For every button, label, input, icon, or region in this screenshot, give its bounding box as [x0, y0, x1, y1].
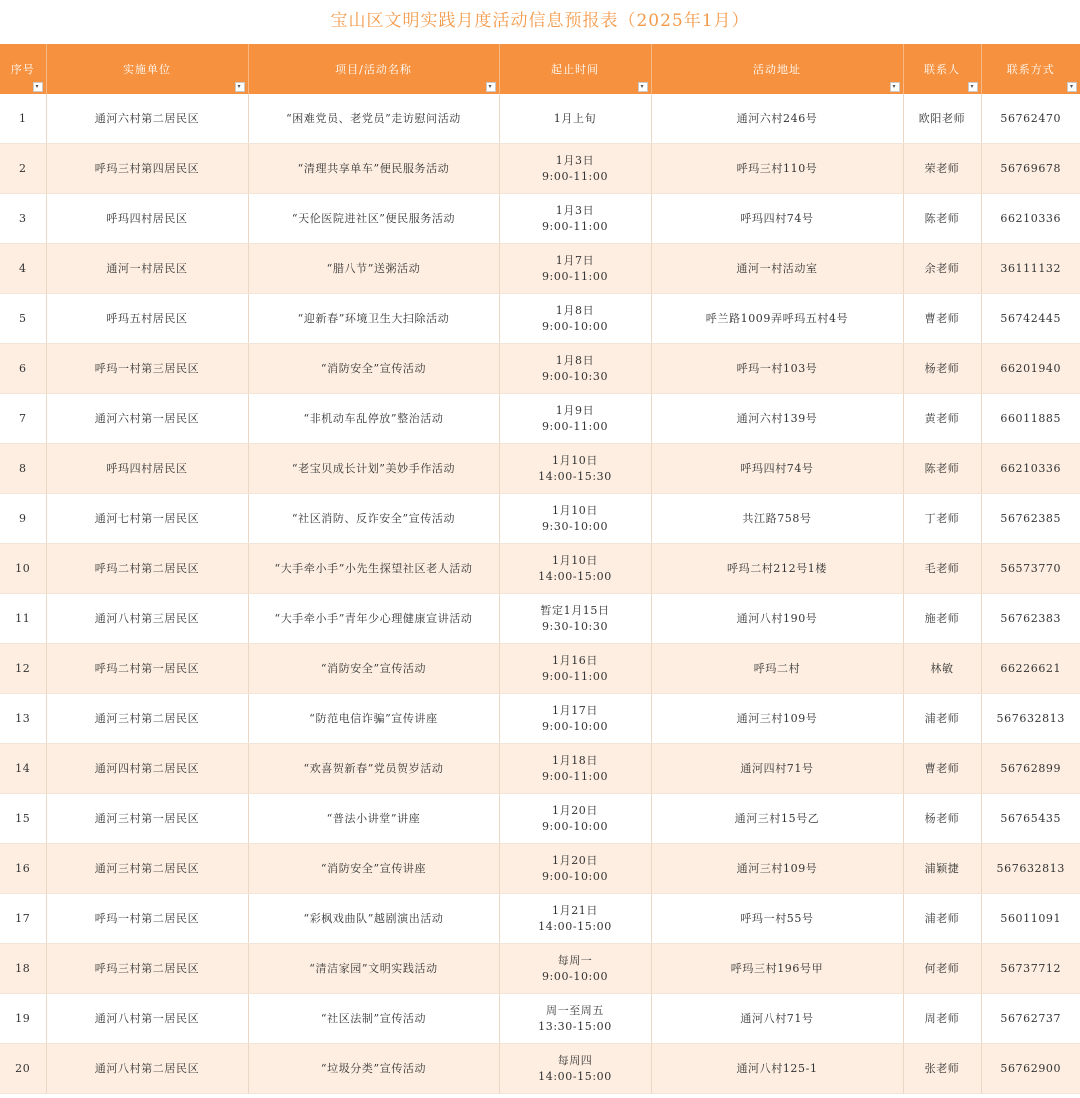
time-range: 9:00-11:00 [541, 669, 609, 683]
cell-address: 通河八村71号 [651, 994, 903, 1044]
time-date: 1月17日 [552, 703, 598, 717]
time-range: 9:00-11:00 [541, 169, 609, 183]
time-date: 1月8日 [555, 353, 595, 367]
cell-activity-name: “非机动车乱停放”整治活动 [248, 394, 499, 444]
cell-time [499, 94, 651, 144]
cell-unit: 呼玛二村第二居民区 [46, 544, 248, 594]
cell-no: 10 [0, 544, 46, 594]
cell-address: 呼玛三村110号 [651, 144, 903, 194]
time-range: 9:00-10:00 [541, 819, 609, 833]
filter-dropdown-icon[interactable]: ▾ [968, 82, 978, 92]
time-range: 9:30-10:30 [541, 619, 609, 633]
cell-address: 通河六村139号 [651, 394, 903, 444]
cell-no: 8 [0, 444, 46, 494]
cell-time [499, 644, 651, 694]
cell-unit: 呼玛一村第三居民区 [46, 344, 248, 394]
filter-dropdown-icon[interactable]: ▾ [33, 82, 43, 92]
cell-unit: 通河七村第一居民区 [46, 494, 248, 544]
cell-time [499, 244, 651, 294]
cell-phone: 56762737 [981, 994, 1080, 1044]
cell-activity-name: “消防安全”宣传活动 [248, 344, 499, 394]
cell-unit: 呼玛四村居民区 [46, 194, 248, 244]
header-label: 联系人 [924, 63, 960, 76]
time-date: 1月3日 [555, 153, 595, 167]
cell-phone: 66226621 [981, 644, 1080, 694]
cell-phone: 567632813 [981, 694, 1080, 744]
table-row [0, 544, 1080, 594]
time-date: 1月10日 [552, 553, 598, 567]
time-date: 1月10日 [552, 503, 598, 517]
time-range: 9:00-11:00 [541, 219, 609, 233]
page-title: 宝山区文明实践月度活动信息预报表（2025年1月） [330, 11, 750, 31]
cell-address: 通河八村125-1 [651, 1044, 903, 1094]
cell-address: 呼玛二村 [651, 644, 903, 694]
cell-time [499, 994, 651, 1044]
cell-phone: 56765435 [981, 794, 1080, 844]
cell-contact: 陈老师 [903, 194, 981, 244]
cell-no: 3 [0, 194, 46, 244]
time-date: 1月16日 [552, 653, 598, 667]
cell-address: 通河三村109号 [651, 844, 903, 894]
header-label: 序号 [10, 63, 35, 76]
cell-address: 呼玛四村74号 [651, 444, 903, 494]
time-date: 1月8日 [555, 303, 595, 317]
time-date: 暂定1月15日 [540, 603, 610, 617]
cell-address: 呼玛三村196号甲 [651, 944, 903, 994]
time-date: 1月18日 [552, 753, 598, 767]
cell-no: 12 [0, 644, 46, 694]
cell-time [499, 944, 651, 994]
header-phone [981, 44, 1080, 94]
cell-activity-name: “消防安全”宣传活动 [248, 644, 499, 694]
cell-phone: 56011091 [981, 894, 1080, 944]
cell-contact: 杨老师 [903, 794, 981, 844]
table-row [0, 794, 1080, 844]
cell-phone: 66011885 [981, 394, 1080, 444]
time-range: 9:00-11:00 [541, 769, 609, 783]
table-row [0, 694, 1080, 744]
cell-phone: 56762899 [981, 744, 1080, 794]
cell-time [499, 844, 651, 894]
cell-phone: 66201940 [981, 344, 1080, 394]
cell-unit: 呼玛三村第四居民区 [46, 144, 248, 194]
cell-phone: 56742445 [981, 294, 1080, 344]
cell-contact: 浦老师 [903, 894, 981, 944]
cell-contact: 曹老师 [903, 294, 981, 344]
cell-unit: 呼玛四村居民区 [46, 444, 248, 494]
cell-no: 4 [0, 244, 46, 294]
cell-phone: 56762900 [981, 1044, 1080, 1094]
cell-unit: 通河一村居民区 [46, 244, 248, 294]
cell-unit: 通河八村第二居民区 [46, 1044, 248, 1094]
cell-address: 通河六村246号 [651, 94, 903, 144]
filter-dropdown-icon[interactable]: ▾ [890, 82, 900, 92]
cell-no: 19 [0, 994, 46, 1044]
cell-no: 18 [0, 944, 46, 994]
cell-activity-name: “清洁家园”文明实践活动 [248, 944, 499, 994]
filter-dropdown-icon[interactable]: ▾ [1067, 82, 1077, 92]
cell-address: 通河四村71号 [651, 744, 903, 794]
cell-unit: 呼玛三村第二居民区 [46, 944, 248, 994]
table-row [0, 594, 1080, 644]
cell-contact: 曹老师 [903, 744, 981, 794]
time-date: 1月上旬 [553, 111, 597, 125]
table-row [0, 744, 1080, 794]
cell-phone: 66210336 [981, 444, 1080, 494]
header-time [499, 44, 651, 94]
time-range: 9:00-10:00 [541, 719, 609, 733]
cell-no: 1 [0, 94, 46, 144]
cell-time [499, 194, 651, 244]
cell-no: 15 [0, 794, 46, 844]
header-label: 起止时间 [551, 63, 599, 76]
cell-activity-name: “欢喜贺新春”党员贺岁活动 [248, 744, 499, 794]
time-date: 每周四 [557, 1053, 593, 1067]
cell-time [499, 794, 651, 844]
cell-contact: 黄老师 [903, 394, 981, 444]
header-activity-name [248, 44, 499, 94]
cell-contact: 陈老师 [903, 444, 981, 494]
cell-contact: 浦颖捷 [903, 844, 981, 894]
table-row [0, 94, 1080, 144]
cell-unit: 通河三村第二居民区 [46, 694, 248, 744]
cell-activity-name: “天伦医院进社区”便民服务活动 [248, 194, 499, 244]
cell-address: 通河八村190号 [651, 594, 903, 644]
cell-address: 通河一村活动室 [651, 244, 903, 294]
cell-unit: 呼玛五村居民区 [46, 294, 248, 344]
cell-activity-name: “彩枫戏曲队”越剧演出活动 [248, 894, 499, 944]
cell-unit: 通河八村第三居民区 [46, 594, 248, 644]
time-range: 9:30-10:00 [541, 519, 609, 533]
cell-contact: 丁老师 [903, 494, 981, 544]
table-row [0, 844, 1080, 894]
time-range: 9:00-10:00 [541, 869, 609, 883]
cell-contact: 浦老师 [903, 694, 981, 744]
cell-time [499, 694, 651, 744]
cell-no: 5 [0, 294, 46, 344]
table-row [0, 394, 1080, 444]
cell-time [499, 744, 651, 794]
cell-address: 通河三村15号乙 [651, 794, 903, 844]
cell-contact: 何老师 [903, 944, 981, 994]
cell-time [499, 1044, 651, 1094]
header-label: 活动地址 [753, 63, 801, 76]
table-row [0, 994, 1080, 1044]
cell-phone: 56769678 [981, 144, 1080, 194]
time-date: 1月20日 [552, 803, 598, 817]
cell-contact: 杨老师 [903, 344, 981, 394]
cell-contact: 施老师 [903, 594, 981, 644]
cell-contact: 余老师 [903, 244, 981, 294]
cell-no: 7 [0, 394, 46, 444]
cell-phone: 36111132 [981, 244, 1080, 294]
time-range: 9:00-11:00 [541, 269, 609, 283]
cell-activity-name: “清理共享单车”便民服务活动 [248, 144, 499, 194]
table-row [0, 344, 1080, 394]
table-row [0, 194, 1080, 244]
cell-activity-name: “消防安全”宣传讲座 [248, 844, 499, 894]
time-date: 1月21日 [552, 903, 598, 917]
cell-unit: 通河三村第二居民区 [46, 844, 248, 894]
time-date: 周一至周五 [546, 1003, 604, 1017]
cell-time [499, 594, 651, 644]
cell-activity-name: “普法小讲堂”讲座 [248, 794, 499, 844]
table-row [0, 644, 1080, 694]
cell-no: 9 [0, 494, 46, 544]
cell-unit: 呼玛二村第一居民区 [46, 644, 248, 694]
cell-time [499, 494, 651, 544]
cell-no: 16 [0, 844, 46, 894]
cell-phone: 56762383 [981, 594, 1080, 644]
cell-unit: 通河八村第一居民区 [46, 994, 248, 1044]
cell-activity-name: “迎新春”环境卫生大扫除活动 [248, 294, 499, 344]
header-address [651, 44, 903, 94]
cell-contact: 欧阳老师 [903, 94, 981, 144]
cell-no: 6 [0, 344, 46, 394]
time-range: 14:00-15:30 [538, 469, 612, 483]
table-body [0, 94, 1080, 1094]
header-contact [903, 44, 981, 94]
cell-unit: 通河三村第一居民区 [46, 794, 248, 844]
cell-phone: 56737712 [981, 944, 1080, 994]
cell-contact: 毛老师 [903, 544, 981, 594]
table-row [0, 244, 1080, 294]
cell-address: 通河三村109号 [651, 694, 903, 744]
cell-phone: 66210336 [981, 194, 1080, 244]
cell-activity-name: “大手牵小手”小先生探望社区老人活动 [248, 544, 499, 594]
cell-no: 14 [0, 744, 46, 794]
cell-activity-name: “困难党员、老党员”走访慰问活动 [248, 94, 499, 144]
cell-activity-name: “腊八节”送粥活动 [248, 244, 499, 294]
time-date: 1月7日 [555, 253, 595, 267]
time-date: 1月9日 [555, 403, 595, 417]
cell-address: 呼玛二村212号1楼 [651, 544, 903, 594]
cell-address: 共江路758号 [651, 494, 903, 544]
cell-contact: 荣老师 [903, 144, 981, 194]
time-range: 13:30-15:00 [538, 1019, 612, 1033]
time-range: 9:00-10:30 [541, 369, 609, 383]
table-row [0, 494, 1080, 544]
table-row [0, 1044, 1080, 1094]
header-unit [46, 44, 248, 94]
header-no [0, 44, 46, 94]
cell-unit: 通河四村第二居民区 [46, 744, 248, 794]
cell-time [499, 444, 651, 494]
cell-activity-name: “大手牵小手”青年少心理健康宣讲活动 [248, 594, 499, 644]
cell-contact: 张老师 [903, 1044, 981, 1094]
cell-unit: 通河六村第一居民区 [46, 394, 248, 444]
time-range: 9:00-11:00 [541, 419, 609, 433]
time-date: 1月3日 [555, 203, 595, 217]
cell-phone: 56762470 [981, 94, 1080, 144]
cell-activity-name: “老宝贝成长计划”美妙手作活动 [248, 444, 499, 494]
cell-phone: 567632813 [981, 844, 1080, 894]
cell-time [499, 394, 651, 444]
cell-time [499, 894, 651, 944]
cell-activity-name: “垃圾分类”宣传活动 [248, 1044, 499, 1094]
cell-no: 2 [0, 144, 46, 194]
cell-no: 11 [0, 594, 46, 644]
table-row [0, 894, 1080, 944]
time-range: 14:00-15:00 [538, 919, 612, 933]
time-date: 1月20日 [552, 853, 598, 867]
cell-contact: 周老师 [903, 994, 981, 1044]
time-range: 14:00-15:00 [538, 1069, 612, 1083]
cell-address: 呼玛四村74号 [651, 194, 903, 244]
cell-address: 呼玛一村55号 [651, 894, 903, 944]
time-range: 9:00-10:00 [541, 319, 609, 333]
time-date: 每周一 [557, 953, 593, 967]
cell-contact: 林敏 [903, 644, 981, 694]
table-row [0, 144, 1080, 194]
header-row [0, 44, 1080, 94]
cell-activity-name: “防范电信诈骗”宣传讲座 [248, 694, 499, 744]
cell-no: 17 [0, 894, 46, 944]
cell-address: 呼玛一村103号 [651, 344, 903, 394]
time-range: 9:00-10:00 [541, 969, 609, 983]
cell-unit: 呼玛一村第二居民区 [46, 894, 248, 944]
filter-dropdown-icon[interactable]: ▾ [638, 82, 648, 92]
activity-table [0, 44, 1080, 1094]
cell-phone: 56573770 [981, 544, 1080, 594]
cell-no: 13 [0, 694, 46, 744]
cell-address: 呼兰路1009弄呼玛五村4号 [651, 294, 903, 344]
cell-activity-name: “社区消防、反诈安全”宣传活动 [248, 494, 499, 544]
time-date: 1月10日 [552, 453, 598, 467]
cell-activity-name: “社区法制”宣传活动 [248, 994, 499, 1044]
filter-dropdown-icon[interactable]: ▾ [235, 82, 245, 92]
cell-time [499, 544, 651, 594]
table-row [0, 444, 1080, 494]
table-row [0, 294, 1080, 344]
cell-no: 20 [0, 1044, 46, 1094]
filter-dropdown-icon[interactable]: ▾ [486, 82, 496, 92]
cell-time [499, 144, 651, 194]
cell-time [499, 294, 651, 344]
header-label: 项目/活动名称 [335, 63, 412, 76]
header-label: 联系方式 [1006, 63, 1055, 76]
cell-time [499, 344, 651, 394]
header-label: 实施单位 [123, 63, 171, 76]
table-row [0, 944, 1080, 994]
cell-phone: 56762385 [981, 494, 1080, 544]
cell-unit: 通河六村第二居民区 [46, 94, 248, 144]
time-range: 14:00-15:00 [538, 569, 612, 583]
